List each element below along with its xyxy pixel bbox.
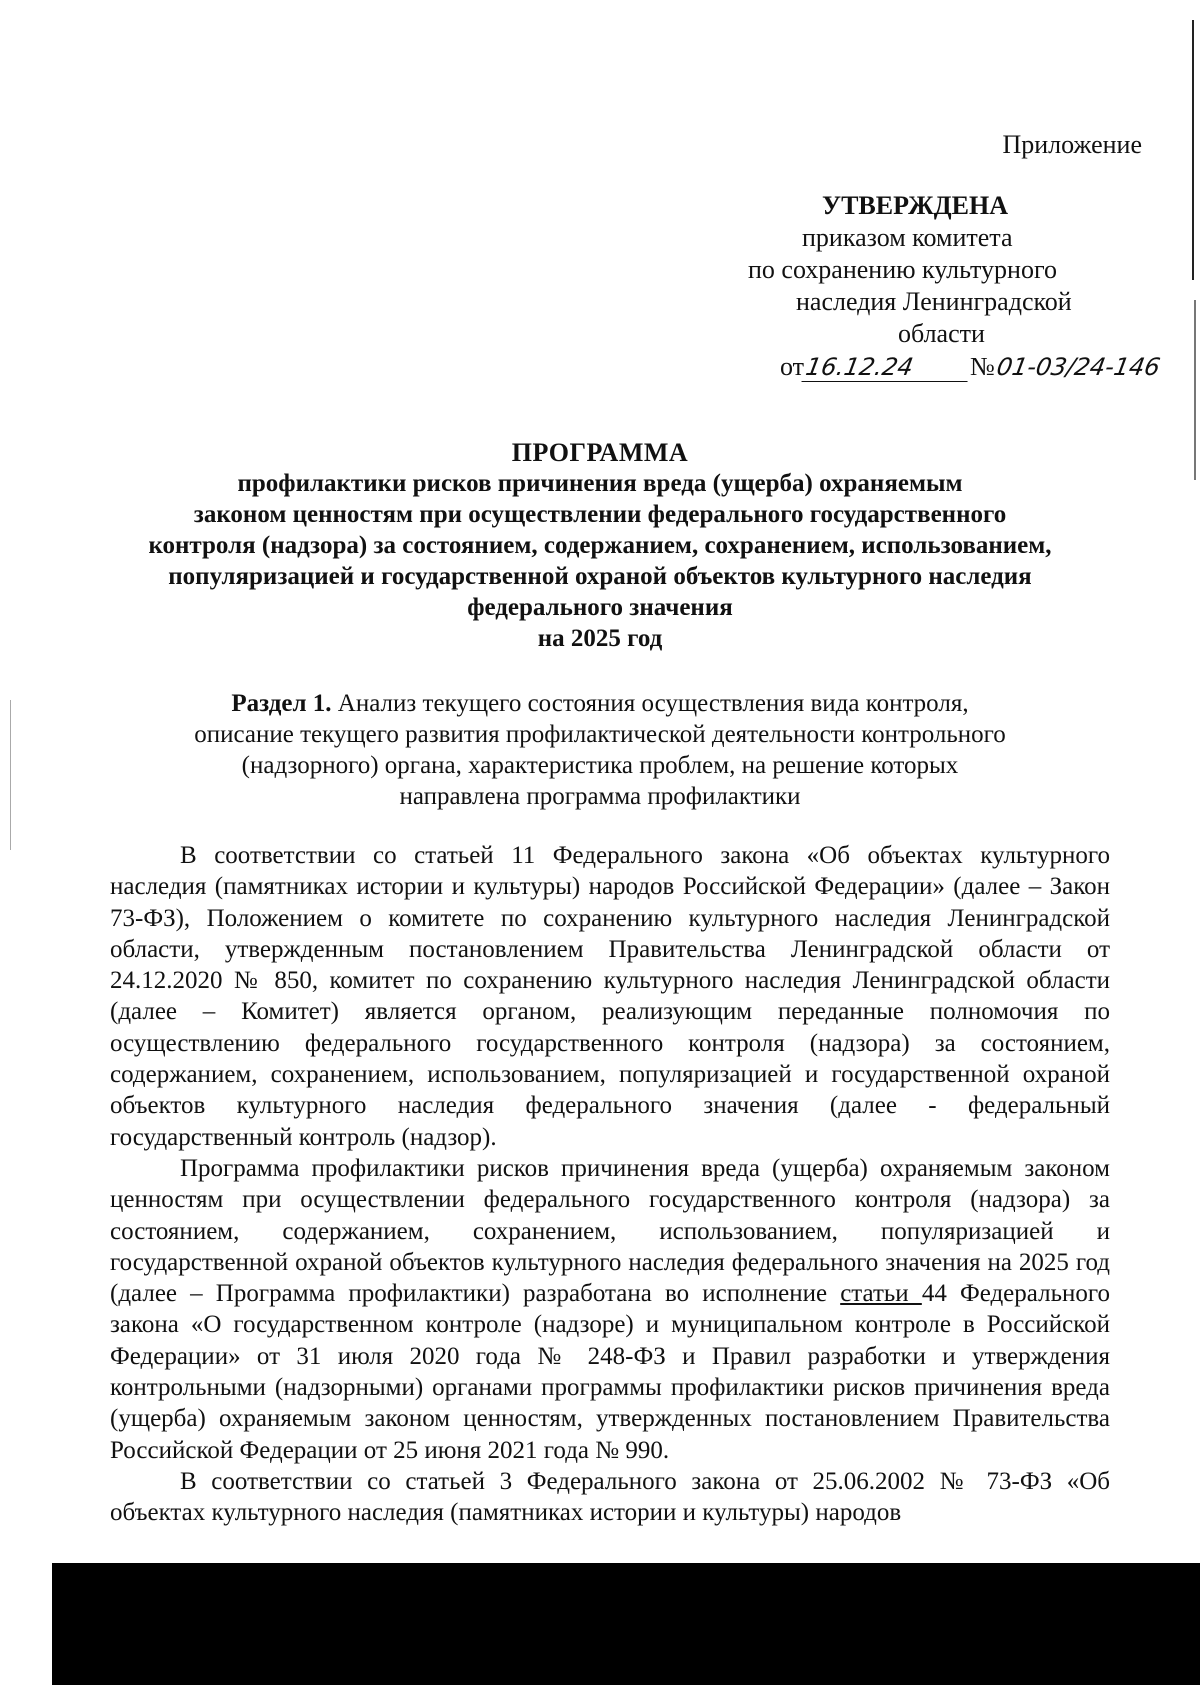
order-date-handwritten: 16.12.24 xyxy=(801,353,972,382)
program-title xyxy=(100,437,1100,654)
approved-title: УТВЕРЖДЕНА xyxy=(822,191,1009,220)
order-number-handwritten: 01-03/24-146 xyxy=(994,353,1163,381)
section-label: Раздел 1. xyxy=(231,690,332,717)
body-paragraph: В соответствии со статьей 11 Федерального закона «Об объектах культурного наследия (памятниках истории и культуры) народов Российской Федерации» (далее – Закон 73-ФЗ), Положением о комитете по сохранению культурного наследия Ленинградской области, утвержденным постановлением Правительства Ленинградской области от 24.12.2020 № 850, комитет по сохранению культурного наследия Ленинградской области (далее – Комитет) является органом, реализующим переданные полномочия по осуществлению федерального государственного контроля (надзора) за состоянием, содержанием, сохранением, использованием, популяризацией и государственной охраной объектов культурного наследия федерального значения (далее - федеральный государственный контроль (надзор). xyxy=(110,842,1110,1151)
body-text-span: Программа профилактики рисков причинения вреда (ущерба) охраняемым законом ценностям при осуществлении федерального государственного контроля (надзора) за состоянием, содержанием, сохранением, использованием, популяризацией и государственной охраной объектов культурного наследия федерального значения на 2025 год (далее – Программа профилактики) разработана во исполнение xyxy=(110,1154,1110,1308)
order-number-prefix: № xyxy=(970,352,995,381)
section-heading-line: описание текущего развития профилактической деятельности контрольного xyxy=(194,721,1006,748)
scan-edge-artifact xyxy=(1192,20,1194,280)
program-title-line: на 2025 год xyxy=(537,625,663,652)
program-title-line: законом ценностям при осуществлении федерального государственного xyxy=(193,501,1007,528)
body-paragraph xyxy=(110,1153,1110,1466)
scan-bottom-black-band xyxy=(0,1563,1200,1685)
body-paragraph: В соответствии со статьей 3 Федерального закона от 25.06.2002 № 73-ФЗ «Об объектах культурного наследия (памятниках истории и культуры) народов xyxy=(110,1467,1110,1527)
body-text-span: 44 Федерального закона «О государственном контроле (надзоре) и муниципальном контроле в Российской Федерации» от 31 июля 2020 года № 248-ФЗ и Правил разработки и утверждения контрольными (надзорными) органами программы профилактики рисков причинения вреда (ущерба) охраняемым законом ценностям, утвержденных постановлением Правительства Российской Федерации от 25 июня 2021 года № 990. xyxy=(110,1280,1110,1464)
approval-line: наследия Ленинградской xyxy=(796,287,1072,316)
program-title-line: популяризацией и государственной охраной объектов культурного наследия xyxy=(168,563,1032,590)
order-from-prefix: от xyxy=(780,352,805,381)
section-heading-text: Анализ текущего состояния осуществления вида контроля, xyxy=(331,690,969,717)
approval-line: области xyxy=(898,319,985,348)
program-title-line: федерального значения xyxy=(467,594,733,621)
order-reference xyxy=(780,352,1181,382)
program-title-line: профилактики рисков причинения вреда (ущерба) охраняемым xyxy=(237,470,963,497)
section-heading-line: направлена программа профилактики xyxy=(399,783,801,810)
program-title-main: ПРОГРАММА xyxy=(511,438,689,467)
appendix-label: Приложение xyxy=(1002,130,1142,159)
section-heading xyxy=(100,688,1100,812)
scan-edge-artifact xyxy=(10,700,11,850)
program-title-line: контроля (надзора) за состоянием, содержанием, сохранением, использованием, xyxy=(148,532,1052,559)
body-text xyxy=(110,840,1110,1529)
law-article-link[interactable]: статьи xyxy=(840,1280,922,1308)
approval-line: по сохранению культурного xyxy=(748,255,1057,284)
section-heading-line: (надзорного) органа, характеристика проблем, на решение которых xyxy=(241,752,959,779)
scan-bottom-notch xyxy=(0,1563,52,1685)
approval-line: приказом комитета xyxy=(802,223,1013,252)
scan-edge-artifact xyxy=(1194,300,1196,480)
